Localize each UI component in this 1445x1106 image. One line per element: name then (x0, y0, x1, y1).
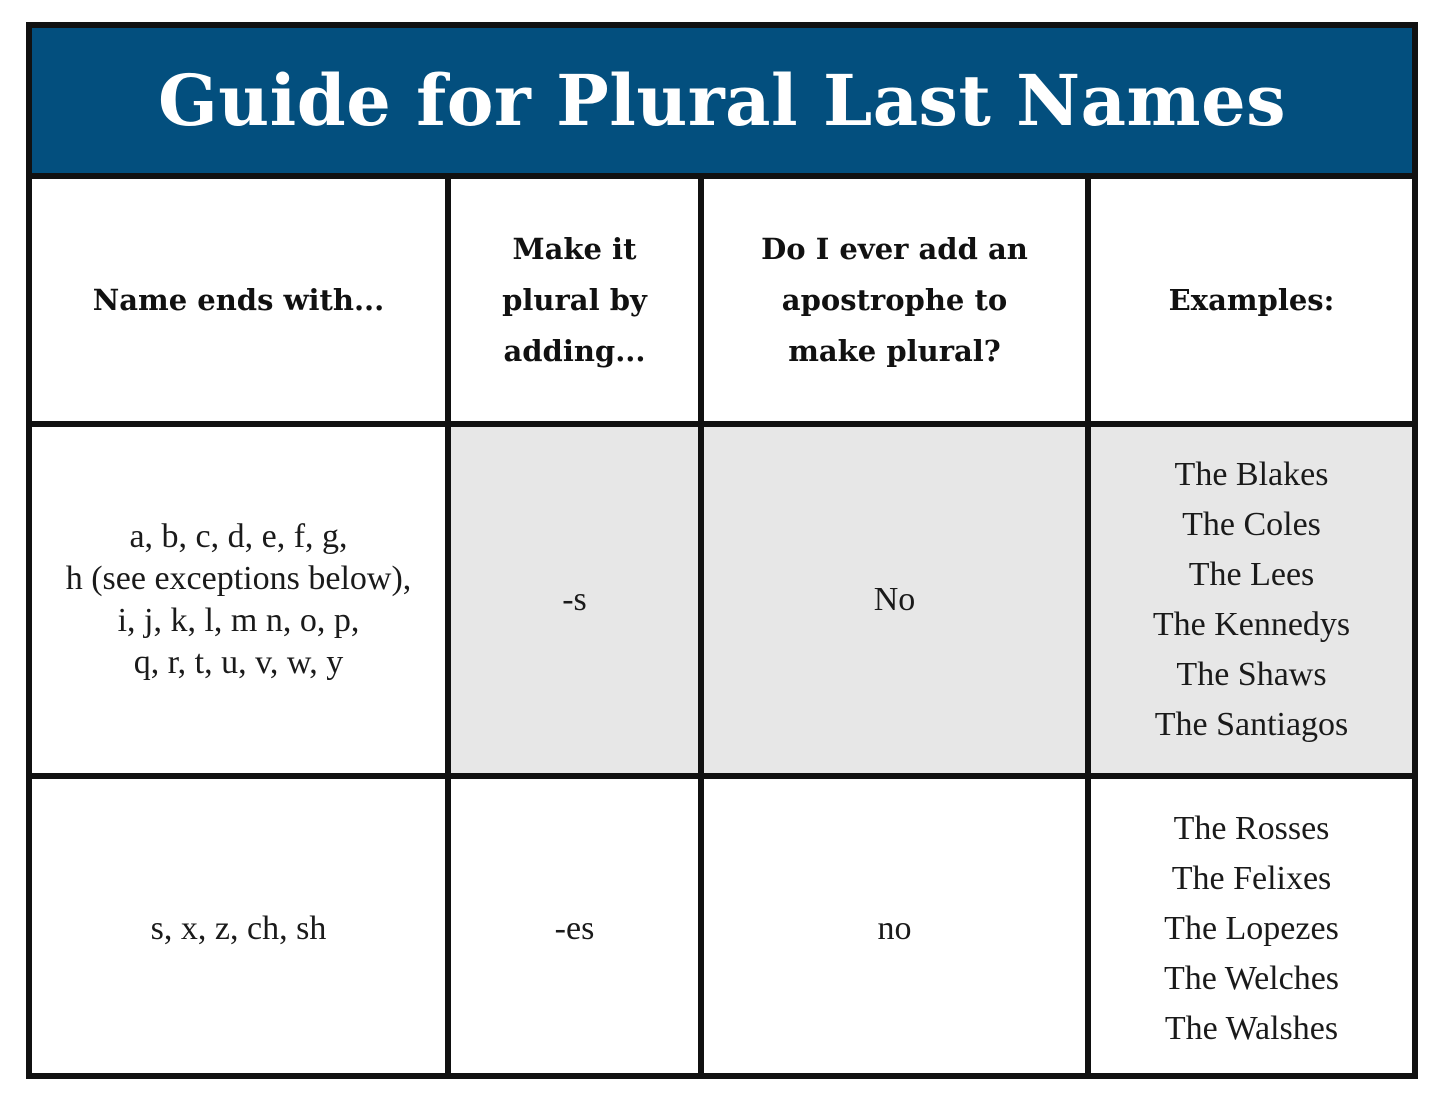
apostrophe-cell: No (701, 424, 1088, 776)
apostrophe-cell: no (701, 776, 1088, 1079)
endings-line: q, r, t, u, v, w, y (133, 644, 344, 681)
examples-cell (1088, 424, 1412, 776)
example-item: The Kennedys (1152, 606, 1351, 643)
example-item: The Lees (1188, 556, 1315, 593)
suffix-cell: -es (448, 776, 701, 1079)
example-item: The Welches (1163, 960, 1340, 997)
header-row (32, 179, 1412, 424)
page-title: Guide for Plural Last Names (157, 59, 1287, 142)
header-make-plural: Make it plural by adding... (448, 179, 701, 424)
example-item: The Rosses (1173, 810, 1330, 847)
endings-line: s, x, z, ch, sh (150, 910, 327, 947)
endings-line: a, b, c, d, e, f, g, (129, 518, 348, 555)
example-item: The Felixes (1171, 860, 1332, 897)
table-row (32, 424, 1412, 776)
endings-cell (32, 776, 448, 1079)
header-name-ends-with: Name ends with... (32, 179, 448, 424)
endings-cell (32, 424, 448, 776)
suffix-cell: -s (448, 424, 701, 776)
examples-cell (1088, 776, 1412, 1079)
endings-line: i, j, k, l, m n, o, p, (117, 602, 360, 639)
table-row (32, 776, 1412, 1079)
example-list (1101, 450, 1402, 750)
example-item: The Shaws (1176, 656, 1327, 693)
example-item: The Blakes (1174, 456, 1329, 493)
title-bar (32, 28, 1412, 179)
example-item: The Santiagos (1154, 706, 1349, 743)
endings-line: h (see exceptions below), (65, 560, 412, 597)
example-item: The Lopezes (1164, 910, 1339, 947)
plural-names-guide (26, 22, 1418, 1079)
header-apostrophe: Do I ever add an apostrophe to make plural? (701, 179, 1088, 424)
example-item: The Walshes (1164, 1010, 1339, 1047)
plural-rules-table (32, 179, 1412, 1079)
example-list (1101, 804, 1402, 1054)
header-examples: Examples: (1088, 179, 1412, 424)
example-item: The Coles (1182, 506, 1321, 543)
